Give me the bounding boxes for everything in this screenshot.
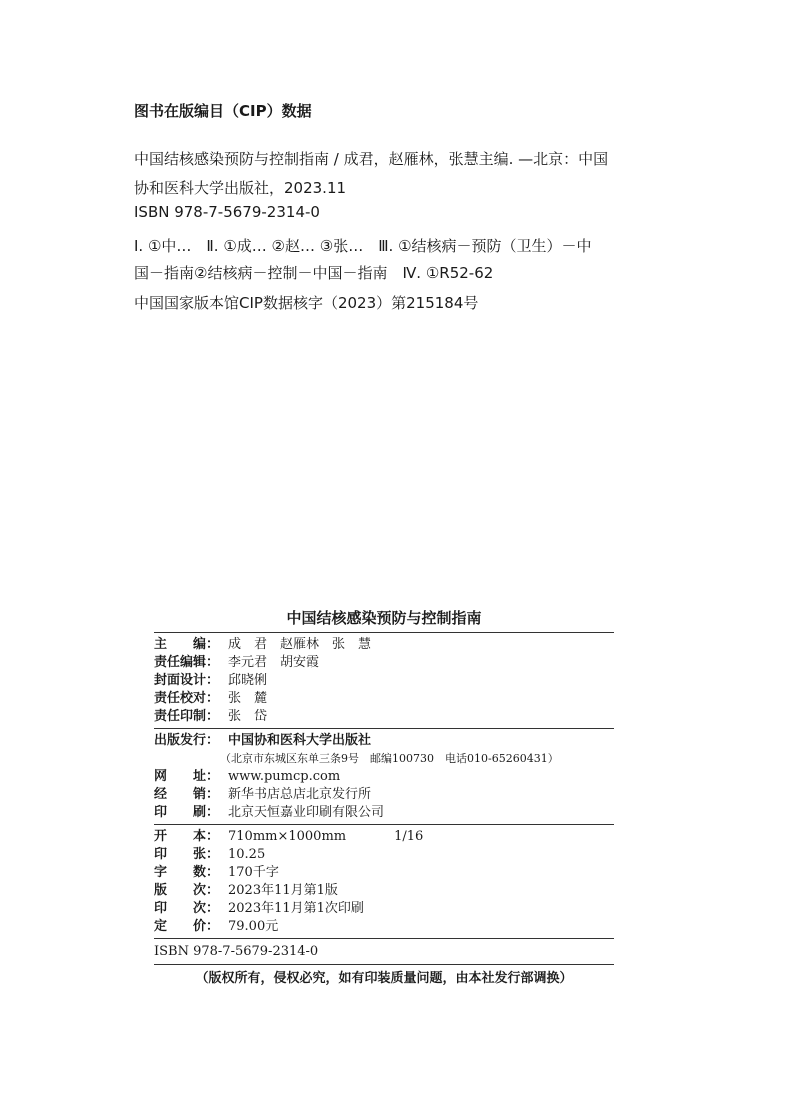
cip-heading: 图书在版编目（CIP）数据 [134,102,312,120]
spec-row [154,900,614,918]
book-title: 中国结核感染预防与控制指南 [286,609,482,627]
cip-entry-line-2: 协和医科大学出版社，2023.11 [134,179,347,197]
divider [154,964,614,965]
distribution-label: 经 销： [154,787,220,802]
credit-label: 封面设计： [154,673,220,688]
copyright-notice: （版权所有，侵权必究，如有印装质量问题，由本社发行部调换） [195,971,573,986]
imprint-block [154,606,614,990]
spec-row [154,918,614,936]
credit-value: 张 岱 [228,709,268,724]
printer-value: 北京天恒嘉业印刷有限公司 [228,805,385,820]
spec-row [154,882,614,900]
spec-value: 2023年11月第1版 [228,883,338,898]
credit-row [154,654,614,672]
credit-value: 李元君 胡安霞 [228,655,320,670]
price-value: 79.00元 [228,919,279,934]
spec-label: 定 价： [154,919,220,934]
divider [154,938,614,939]
format-row [154,828,614,846]
website-value: www.pumcp.com [228,769,341,784]
credit-label: 责任印制： [154,709,220,724]
distribution-row [154,804,614,822]
cip-isbn: ISBN 978-7-5679-2314-0 [134,203,320,221]
distribution-row [154,768,614,786]
credit-row [154,636,614,654]
publisher-label: 出版发行： [154,733,220,748]
spec-label: 字 数： [154,865,220,880]
credit-value: 成 君 赵雁林 张 慧 [228,637,372,652]
credit-value: 张 麓 [228,691,268,706]
distribution-value: 新华书店总店北京发行所 [228,787,372,802]
cip-subject-line-1: Ⅰ. ①中… Ⅱ. ①成… ②赵… ③张… Ⅲ. ①结核病－预防（卫生）－中 [134,237,592,255]
spec-row [154,846,614,864]
spec-value: 10.25 [228,847,266,862]
credit-row [154,672,614,690]
publisher-name: 中国协和医科大学出版社 [228,733,372,748]
spec-label: 印 次： [154,901,220,916]
format-value: 710mm×1000mm [228,829,347,844]
credit-label: 责任校对： [154,691,220,706]
spec-label: 版 次： [154,883,220,898]
distribution-label: 印 刷： [154,805,220,820]
spec-row [154,864,614,882]
divider [154,824,614,825]
credit-label: 主 编： [154,637,220,652]
spec-value: 170千字 [228,865,279,880]
distribution-row [154,786,614,804]
credit-label: 责任编辑： [154,655,220,670]
credit-row [154,690,614,708]
cip-record-number: 中国国家版本馆CIP数据核字（2023）第215184号 [134,294,479,312]
cip-subject-line-2: 国－指南②结核病－控制－中国－指南 Ⅳ. ①R52-62 [134,264,494,282]
publisher-address: （北京市东城区东单三条9号 邮编100730 电话010-65260431） [220,752,559,765]
imprint-isbn: ISBN 978-7-5679-2314-0 [154,944,319,959]
format-fold: 1/16 [394,829,424,844]
spec-label: 印 张： [154,847,220,862]
distribution-label: 网 址： [154,769,220,784]
cip-entry-line-1: 中国结核感染预防与控制指南 / 成君，赵雁林，张慧主编. —北京：中国 [134,150,609,168]
divider [154,728,614,729]
format-label: 开 本： [154,829,220,844]
publisher-row [154,732,614,750]
spec-value: 2023年11月第1次印刷 [228,901,364,916]
credit-value: 邱晓俐 [228,673,268,688]
credit-row [154,708,614,726]
divider [154,632,614,633]
